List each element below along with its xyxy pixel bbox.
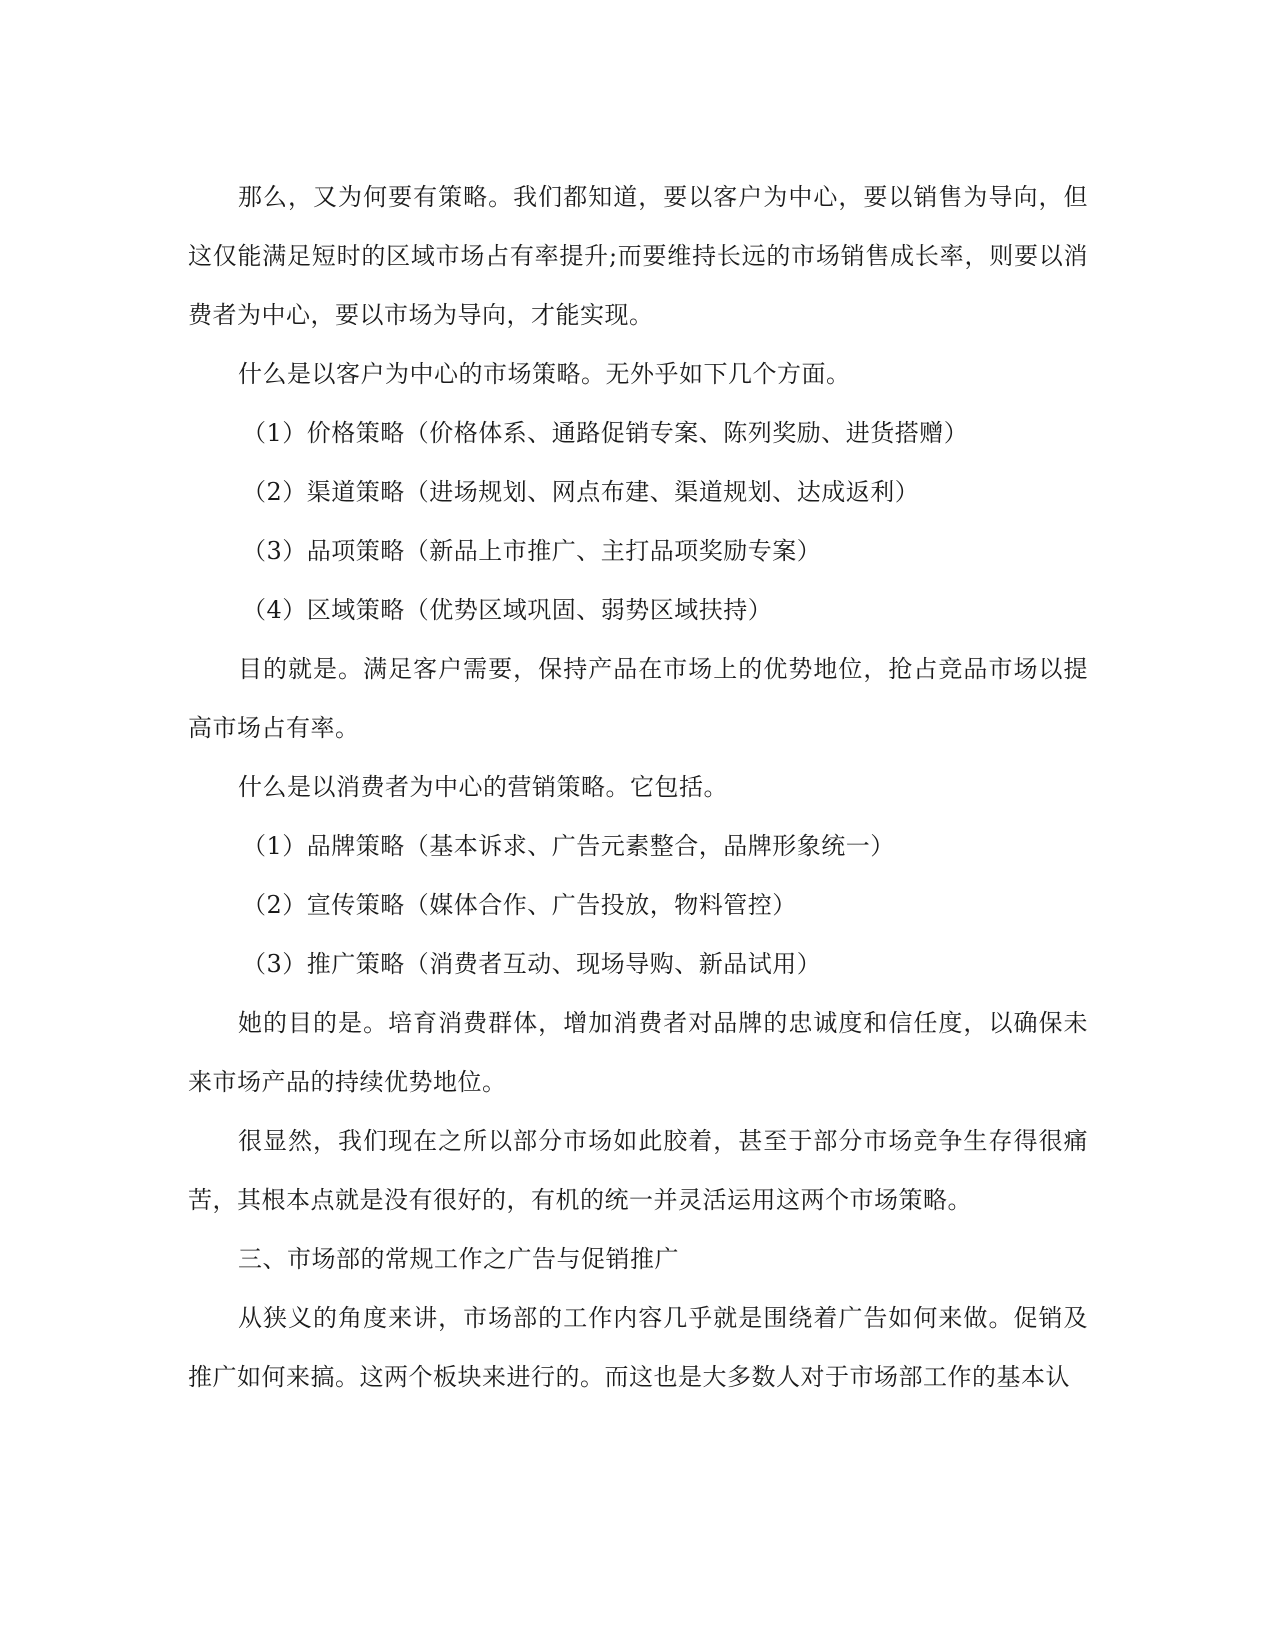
list-item: （3）品项策略（新品上市推广、主打品项奖励专案） — [242, 537, 822, 565]
list-item: （4）区域策略（优势区域巩固、弱势区域扶持） — [242, 596, 773, 624]
list-item: （1）价格策略（价格体系、通路促销专案、陈列奖励、进货搭赠） — [242, 419, 969, 447]
list-item: （1）品牌策略（基本诉求、广告元素整合，品牌形象统一） — [242, 832, 895, 860]
paragraph: 什么是以消费者为中心的营销策略。它包括。 — [238, 773, 728, 801]
paragraph: 从狭义的角度来讲，市场部的工作内容几乎就是围绕着广告如何来做。促销及推广如何来搞。这两个板块来进行的。而这也是大多数人对于市场部工作的基本认 — [188, 1304, 1088, 1391]
paragraph: 那么，又为何要有策略。我们都知道，要以客户为中心，要以销售为导向，但这仅能满足短时的区域市场占有率提升;而要维持长远的市场销售成长率，则要以消费者为中心，要以市场为导向，才能实现。 — [188, 183, 1088, 329]
paragraph: 她的目的是。培育消费群体，增加消费者对品牌的忠诚度和信任度，以确保未来市场产品的持续优势地位。 — [188, 1009, 1088, 1096]
list-item: （2）渠道策略（进场规划、网点布建、渠道规划、达成返利） — [242, 478, 920, 506]
paragraph: 很显然，我们现在之所以部分市场如此胶着，甚至于部分市场竞争生存得很痛苦，其根本点就是没有很好的，有机的统一并灵活运用这两个市场策略。 — [188, 1127, 1088, 1214]
section-heading: 三、市场部的常规工作之广告与促销推广 — [238, 1245, 679, 1273]
list-item: （2）宣传策略（媒体合作、广告投放，物料管控） — [242, 891, 797, 919]
list-item: （3）推广策略（消费者互动、现场导购、新品试用） — [242, 950, 822, 978]
document-body — [188, 168, 1088, 1407]
paragraph: 目的就是。满足客户需要，保持产品在市场上的优势地位，抢占竞品市场以提高市场占有率。 — [188, 655, 1088, 742]
paragraph: 什么是以客户为中心的市场策略。无外乎如下几个方面。 — [238, 360, 851, 388]
